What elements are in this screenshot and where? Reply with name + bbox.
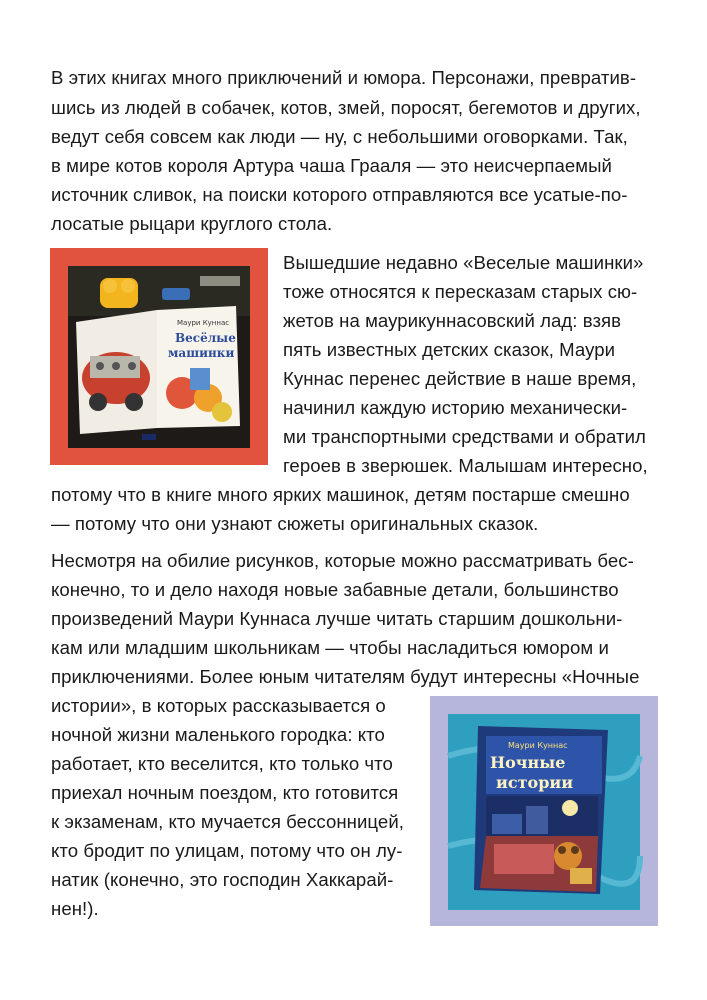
text-line: — потому что они узнают сюжеты оригинальных сказок. <box>51 513 539 534</box>
text-line: Куннас перенес действие в наше время, <box>283 368 637 389</box>
text-line: героев в зверюшек. Малышам интересно, <box>283 455 648 476</box>
book1-title-line2: машинки <box>168 346 235 360</box>
text-line: в мире котов короля Артура чаша Грааля — это неисчерпаемый <box>51 155 612 176</box>
text-line: Несмотря на обилие рисунков, которые можно рассматривать бес- <box>51 550 634 571</box>
text-line: нен!). <box>51 898 99 919</box>
text-line: потому что в книге много ярких машинок, детям постарше смешно <box>51 484 630 505</box>
text-line: к экзаменам, кто мучается бессонницей, <box>51 811 404 832</box>
text-line: ми транспортными средствами и обратил <box>283 426 646 447</box>
text-line: приехал ночным поездом, кто готовится <box>51 782 399 803</box>
book-illustration <box>430 696 658 926</box>
text-line: Вышедшие недавно «Веселые машинки» <box>283 252 644 273</box>
text-line: кам или младшим школьникам — чтобы насладиться юмором и <box>51 637 609 658</box>
text-line: конечно, то и дело находя новые забавные детали, большинство <box>51 579 619 600</box>
book1-title-line1: Весёлые <box>175 331 236 345</box>
text-line: тоже относятся к пересказам старых сю- <box>283 281 638 302</box>
book1-author: Маури Куннас <box>177 319 230 327</box>
text-line: начинил каждую историю механически- <box>283 397 628 418</box>
book-illustration <box>50 248 268 465</box>
text-line: лосатые рыцари круглого стола. <box>51 213 333 234</box>
text-line: ведут себя совсем как люди — ну, с небольшими оговорками. Так, <box>51 126 628 147</box>
book2-title-line1: Ночные <box>490 753 566 772</box>
book-photo-nochnye-istorii <box>430 696 658 926</box>
text-line: ночной жизни маленького городка: кто <box>51 724 385 745</box>
text-line: произведений Маури Куннаса лучше читать старшим дошкольни- <box>51 608 623 629</box>
text-line: шись из людей в собачек, котов, змей, поросят, бегемотов и других, <box>51 97 641 118</box>
text-line: истории», в которых рассказывается о <box>51 695 386 716</box>
text-line: источник сливок, на поиски которого отправляются все усатые-по- <box>51 184 628 205</box>
text-line: пять известных детских сказок, Маури <box>283 339 616 360</box>
book2-author: Маури Куннас <box>508 741 568 750</box>
book2-title-line2: истории <box>496 773 574 792</box>
book-photo-vesyolye-mashinki <box>50 248 268 465</box>
text-line: В этих книгах много приключений и юмора. Персонажи, превратив- <box>51 67 637 88</box>
text-line: кто бродит по улицам, потому что он лу- <box>51 840 403 861</box>
text-line: натик (конечно, это господин Хаккарай- <box>51 869 394 890</box>
text-line: приключениями. Более юным читателям будут интересны «Ночные <box>51 666 640 687</box>
text-line: жетов на маурикуннасовский лад: взяв <box>283 310 622 331</box>
text-line: работает, кто веселится, кто только что <box>51 753 393 774</box>
